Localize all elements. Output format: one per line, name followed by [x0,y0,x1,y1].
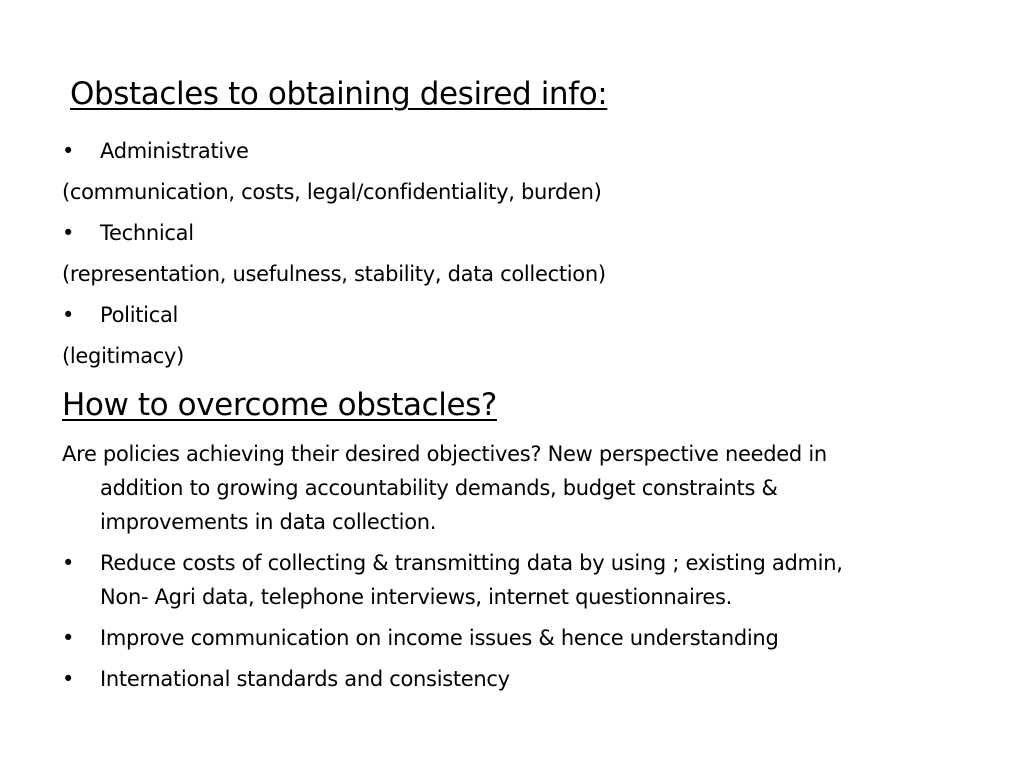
obstacle-label: Technical [100,221,194,245]
obstacle-label: Political [100,303,179,327]
obstacle-label: Administrative [100,139,249,163]
solution-line-1: Reduce costs of collecting & transmitting data by using ; existing admin, [100,551,843,575]
obstacle-detail: (legitimacy) [62,344,185,368]
heading-obstacles: Obstacles to obtaining desired info: [70,76,608,112]
obstacle-detail: (communication, costs, legal/confidentiality, burden) [62,180,602,204]
bullet-icon: • [62,667,75,691]
bullet-icon: • [62,221,75,245]
solution-line-1: Improve communication on income issues & hence understanding [100,626,779,650]
solution-line-1: International standards and consistency [100,667,510,691]
bullet-icon: • [62,139,75,163]
intro-line-2: addition to growing accountability demands, budget constraints & [100,476,778,500]
bullet-icon: • [62,303,75,327]
obstacle-detail: (representation, usefulness, stability, data collection) [62,262,606,286]
solution-line-2: Non- Agri data, telephone interviews, internet questionnaires. [100,585,733,609]
bullet-icon: • [62,551,75,575]
intro-line-3: improvements in data collection. [100,510,437,534]
intro-line-1: Are policies achieving their desired objectives? New perspective needed in [62,442,827,466]
heading-overcome: How to overcome obstacles? [62,387,497,423]
bullet-icon: • [62,626,75,650]
